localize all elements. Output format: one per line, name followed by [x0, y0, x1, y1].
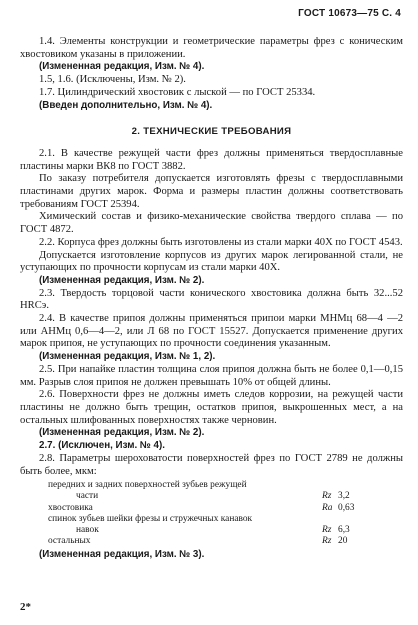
row-symbol: Rz	[322, 491, 332, 502]
clause-1-7: 1.7. Цилиндрический хвостовик с лыской — по ГОСТ 25334.	[39, 86, 316, 98]
row-label: хвостовика	[48, 502, 93, 513]
table-row	[20, 536, 403, 547]
clause-2-4: 2.4. В качестве припоя должны применяться припои марки МНМц 68—4 —2 или АНМц 0,6—4—2, или Л 68 по ГОСТ 15527. Допускается применение других марок припоя, не уступающих по прочности соединения указанным.	[20, 313, 403, 350]
clause-2-3: 2.3. Твердость торцовой части конического хвостовика должна быть 32...52 HRCэ.	[20, 287, 403, 312]
amendment-note: (Измененная редакция, Изм. № 4).	[39, 61, 205, 73]
table-row	[20, 491, 403, 502]
clause-2-1-b: По заказу потребителя допускается изготовлять фрезы с твердосплавными пластинами других марок. Форма и размеры пластин должны соответствовать требованиям ГОСТ 25394.	[20, 173, 403, 210]
row-value: 3,2	[338, 491, 350, 502]
clause-2-2: 2.2. Корпуса фрез должны быть изготовлены из стали марки 40Х по ГОСТ 4543.	[39, 236, 403, 248]
clause-1-5: 1.5, 1.6. (Исключены, Изм. № 2).	[39, 74, 186, 86]
table-row	[20, 525, 403, 536]
page-signature: 2*	[20, 601, 31, 613]
row-value: 20	[338, 536, 348, 547]
row-symbol: Ra	[322, 502, 333, 513]
amendment-note: (Измененная редакция, Изм. № 1, 2).	[39, 351, 216, 363]
clause-2-5: 2.5. При напайке пластин толщина слоя припоя должна быть не более 0,1—0,15 мм. Разрыв слоя припоя не должен превышать 10% от общей длины.	[20, 363, 403, 388]
clause-2-8: 2.8. Параметры шероховатости поверхностей фрез по ГОСТ 2789 не должны быть более, мкм:	[20, 452, 403, 477]
row-label: остальных	[48, 536, 91, 547]
running-header: ГОСТ 10673—75 С. 4	[298, 8, 401, 19]
clause-2-2-b: Допускается изготовление корпусов из других марок легированной стали, не уступающих по прочности корпусам из стали марки 40Х.	[20, 249, 403, 274]
row-value: 6,3	[338, 525, 350, 536]
document-body	[20, 36, 403, 562]
clause-1-4: 1.4. Элементы конструкции и геометрические параметры фрез с коническим хвостовиком указаны в приложении.	[20, 36, 403, 60]
table-row	[20, 514, 403, 525]
amendment-note: (Измененная редакция, Изм. № 2).	[39, 274, 205, 286]
clause-2-6: 2.6. Поверхности фрез не должны иметь следов коррозии, на режущей части пластины не должно быть трещин, остатков припоя, выкрошенных мест, а на остальных шлифованных поверхностях также черновин.	[20, 389, 403, 426]
amendment-note: (Измененная редакция, Изм. № 3).	[39, 549, 205, 561]
row-label: спинок зубьев шейки фрезы и стружечных канавок	[48, 513, 253, 524]
section-heading: 2. ТЕХНИЧЕСКИЕ ТРЕБОВАНИЯ	[131, 126, 292, 138]
row-label: навок	[76, 525, 99, 536]
amendment-note: (Измененная редакция, Изм. № 2).	[39, 427, 205, 439]
clause-2-1-c: Химический состав и физико-механические свойства твердого сплава — по ГОСТ 4872.	[20, 211, 403, 236]
row-label: части	[76, 491, 99, 502]
row-value: 0,63	[338, 502, 355, 513]
table-row	[20, 480, 403, 491]
roughness-table	[20, 480, 403, 547]
clause-2-1: 2.1. В качестве режущей части фрез должны применяться твердосплавные пластины марки ВК8 по ГОСТ 3882.	[20, 147, 403, 172]
row-symbol: Rz	[322, 525, 332, 536]
clause-2-7: 2.7. (Исключен, Изм. № 4).	[39, 440, 165, 452]
amendment-note: (Введен дополнительно, Изм. № 4).	[39, 99, 213, 111]
table-row	[20, 503, 403, 514]
row-symbol: Rz	[322, 536, 332, 547]
row-label: передних и задних поверхностей зубьев режущей	[48, 480, 247, 491]
